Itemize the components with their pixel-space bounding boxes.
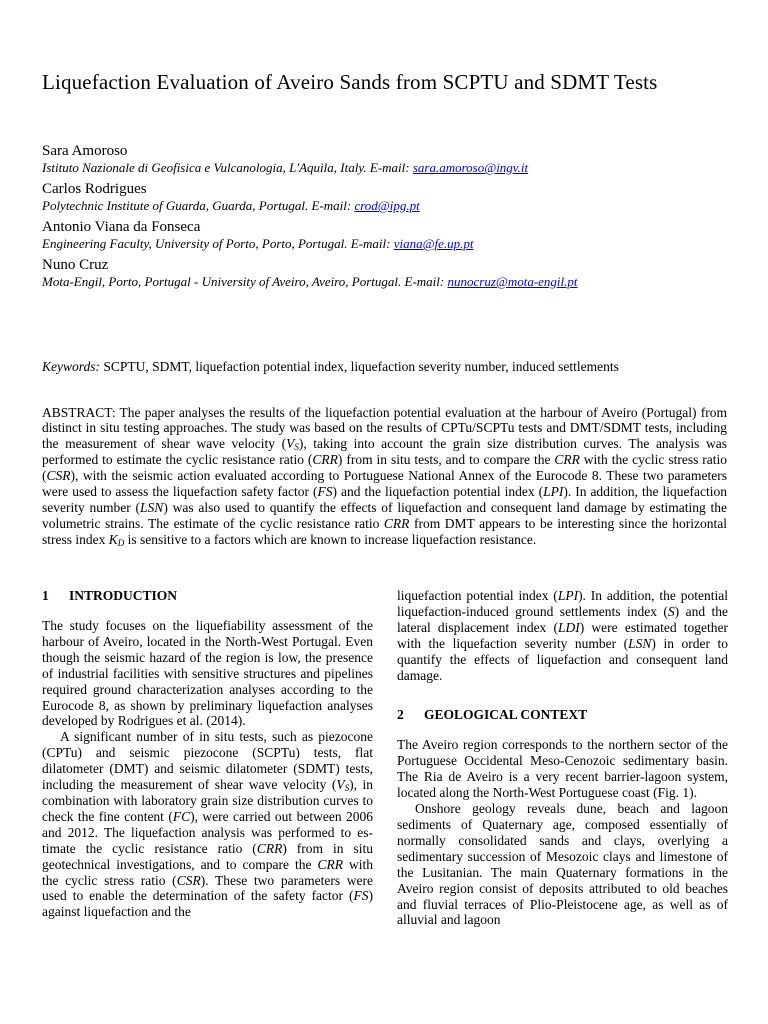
abstract-text: ), taking into account the grain size distribution curves. The analysis was performed to estimate the cyclic resistance ratio ( — [42, 436, 728, 468]
right-column — [397, 588, 728, 928]
body-paragraph: Onshore geology reveals dune, beach and lagoon sediments of Quaternary age, composed essentially of normally consolidated sands and clays, overlying a sedimentary succession of Mesozoic clays and limestone of the Lusitanian. The main Quaternary formations in the Aveiro region consist of deposits attributed to old beaches and fluvial terraces of Plio-Pleistocene age, as well as of alluvial and lagoon — [397, 801, 728, 928]
symbol-fs: FS — [317, 484, 333, 500]
author-list — [42, 142, 732, 294]
symbol-lpi: LPI — [557, 588, 579, 603]
symbol-fs: FS — [353, 888, 369, 904]
body-paragraph: The study focuses on the liquefiability assessment of the harbour of Aveiro, located in the North-West Portugal. Even though the seismic hazard of the region is low, the presence of industrial facilities with sensitive structures and pipelines required ground characterization analyses according to the Eurocode 8, as shown by preliminary liquefaction analyses developed by Rodrigues et al. (2014). — [42, 618, 373, 729]
author-block — [42, 180, 732, 214]
author-email-link[interactable]: nunocruz@mota-engil.pt — [447, 274, 578, 289]
symbol-csr: CSR — [46, 468, 71, 484]
author-email-link[interactable]: crod@ipg.pt — [354, 198, 420, 213]
abstract-text: ) from in situ tests, and to compare the — [337, 452, 555, 468]
section-title: GEOLOGICAL CONTEXT — [424, 707, 588, 723]
symbol-lsn: LSN — [140, 499, 164, 515]
affiliation-text: Polytechnic Institute of Guarda, Guarda, Portugal. E-mail: — [42, 198, 355, 213]
author-affiliation — [42, 274, 732, 290]
affiliation-text: Engineering Faculty, University of Porto, Porto, Portugal. E-mail: — [42, 236, 394, 251]
author-block — [42, 256, 732, 290]
abstract-text: The paper analyses the results of the liquefaction potential evaluation at the harbour of Aveiro (Portugal) from distinct in situ testing approaches. The study was based on the results of CPTu/SCPTu tests and DMT/SDMT tests, including the measurement of shear wave velocity ( — [42, 404, 727, 452]
abstract-text: is sensitive to a factors which are known to increase liquefaction resistance. — [124, 531, 537, 547]
author-block — [42, 142, 732, 176]
left-column — [42, 588, 373, 920]
abstract-text: from DMT appears to be interesting since the horizontal stress index — [42, 515, 727, 547]
body-paragraph: A significant number of in situ tests, such as piezocone (CPTu) and seismic piezocone (SCPTu) tests, flat dilatometer (DMT) and seismic dilatometer (SDMT) tests, including the measurement of shear wave velocity $(V_S)$, in combination with laboratory grain size distribution curves to check the fine content (FC), were carried out between 2006 and 2012. The liquefaction analysis was performed to estimate the cyclic resistance ratio (CRR) from in situ geotechnical investigations, and to compare the CRR with the cyclic stress ratio (CSR). These two parameters were used to enable the determination of the safety factor (FS) against liquefaction and the — [42, 729, 373, 920]
symbol-crr: CRR — [317, 856, 343, 872]
author-affiliation — [42, 160, 732, 176]
symbol-crr: CRR — [554, 452, 580, 468]
author-affiliation — [42, 198, 732, 214]
paper-title: Liquefaction Evaluation of Aveiro Sands from SCPTU and SDMT Tests — [42, 70, 658, 94]
section-heading-geological-context — [397, 707, 728, 723]
author-name: Carlos Rodrigues — [42, 181, 147, 197]
symbol-crr: CRR — [383, 515, 410, 531]
author-email-link[interactable]: viana@fe.up.pt — [393, 236, 474, 251]
keywords-label: Keywords: — [42, 359, 100, 374]
symbol-kd: $K_D$ — [108, 531, 125, 548]
author-affiliation — [42, 236, 732, 252]
section-number: 2 — [397, 707, 404, 723]
symbol-fc: FC — [172, 808, 191, 824]
symbol-vs: $V_S$ — [336, 777, 350, 794]
author-block — [42, 218, 732, 252]
abstract-text: ). In addition, the liquefaction severity number ( — [42, 484, 727, 515]
abstract-text: ) was also used to quantify the effects of liquefaction and consequent land damage by estimating the volumetric strains. The estimate of the cyclic resistance ratio — [42, 499, 727, 531]
affiliation-text: Istituto Nazionale di Geofisica e Vulcanologia, L'Aquila, Italy. E-mail: — [42, 160, 413, 175]
section-heading-introduction — [42, 588, 373, 604]
symbol-crr: CRR — [256, 840, 283, 856]
section-title: INTRODUCTION — [69, 588, 178, 603]
author-name: Antonio Viana da Fonseca — [42, 219, 201, 235]
symbol-ldi: LDI — [557, 619, 580, 635]
symbol-s: S — [667, 603, 675, 619]
symbol-vs: $V_S$ — [286, 436, 299, 453]
keywords-text: SCPTU, SDMT, liquefaction potential index, liquefaction severity number, induced settlements — [103, 359, 619, 374]
symbol-csr: CSR — [176, 872, 201, 888]
author-name: Sara Amoroso — [42, 143, 128, 159]
author-email-link[interactable]: sara.amoroso@ingv.it — [412, 160, 529, 175]
symbol-lpi: LPI — [543, 484, 564, 500]
section-number: 1 — [42, 588, 49, 603]
body-paragraph: liquefaction potential index (LPI). In addition, the potential liquefaction-induced ground settlements index (S) and the lateral displacement index (LDI) were estimated together with the liquefaction severity number (LSN) in order to quantify the effects of liquefaction and consequent land damage. — [397, 588, 729, 683]
author-name: Nuno Cruz — [42, 257, 109, 273]
symbol-crr: CRR — [312, 452, 338, 468]
keywords-line — [42, 358, 732, 375]
abstract-text: ) and the liquefaction potential index ( — [332, 484, 544, 500]
body-paragraph: The Aveiro region corresponds to the northern sector of the Portuguese Occidental Meso-Cenozoic sedimentary basin. The Ria de Aveiro is a very recent barrier-lagoon system, located along the North-West Portuguese coast (Fig. 1). — [397, 737, 728, 801]
abstract-text: ), with the seismic action evaluated according to Portuguese National Annex of the Eurocode 8. These two parameters were used to assess the liquefaction safety factor ( — [42, 468, 727, 500]
abstract-label: ABSTRACT: — [42, 404, 116, 420]
abstract-paragraph — [42, 405, 727, 548]
affiliation-text: Mota-Engil, Porto, Portugal - University of Aveiro, Aveiro, Portugal. E-mail: — [42, 274, 448, 289]
abstract-text: with the cyclic stress ratio ( — [42, 452, 727, 484]
symbol-lsn: LSN — [628, 635, 652, 651]
